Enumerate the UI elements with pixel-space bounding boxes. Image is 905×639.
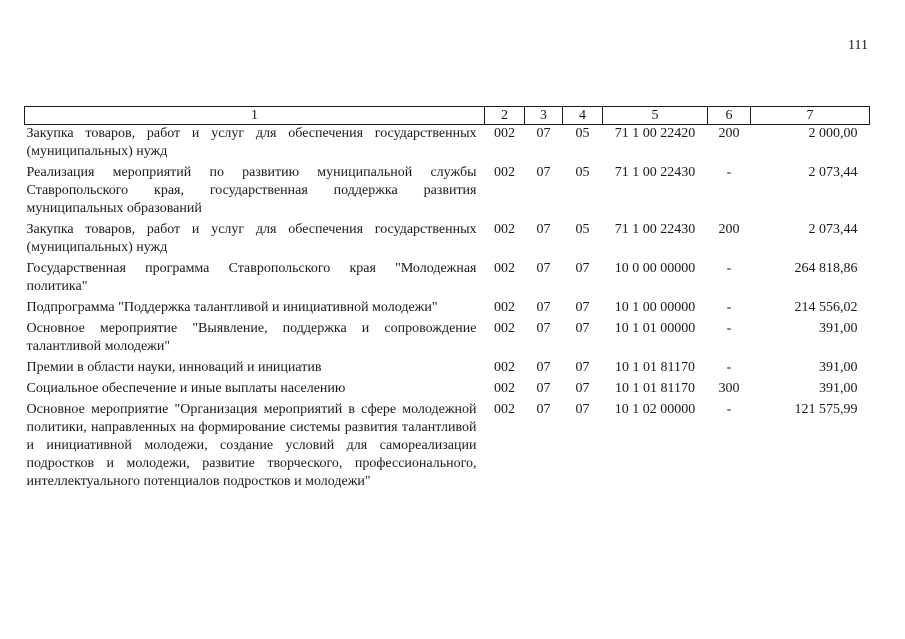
- row-vr: -: [726, 300, 732, 315]
- table-row: [25, 320, 870, 359]
- row-name: Подпрограмма "Поддержка талантливой и инициативной молодежи": [26, 300, 438, 315]
- row-rz: 07: [536, 321, 551, 336]
- table-row: [25, 299, 870, 320]
- table-row: [25, 380, 870, 401]
- header-col-2: 2: [485, 107, 525, 125]
- row-name: Премии в области науки, инноваций и инициатив: [26, 360, 322, 375]
- row-name: Основное мероприятие "Организация мероприятий в сфере молодежной политики, направленных на формирование системы развития талантливой и инициативной молодежи, создание условий для самореализации подростков и молодежи, развитие творческого, профессионального, интеллектуального потенциалов подростков и молодежи": [26, 402, 477, 489]
- row-sum: 391,00: [819, 360, 858, 375]
- row-rz: 07: [536, 126, 551, 141]
- row-csr: 10 0 00 00000: [614, 261, 696, 276]
- table-row: [25, 221, 870, 260]
- row-ved: 002: [494, 222, 515, 237]
- page-number: 111: [848, 38, 868, 53]
- row-csr: 10 1 00 00000: [614, 300, 696, 315]
- table-row: [25, 260, 870, 299]
- row-vr: 200: [718, 126, 740, 141]
- table-row: [25, 164, 870, 221]
- row-sum: 2 073,44: [808, 222, 858, 237]
- row-vr: -: [726, 402, 732, 417]
- row-csr: 10 1 01 81170: [615, 360, 695, 375]
- header-col-5: 5: [603, 107, 708, 125]
- row-ved: 002: [494, 300, 515, 315]
- row-sum: 121 575,99: [794, 402, 858, 417]
- row-ved: 002: [494, 402, 515, 417]
- table-row: [25, 125, 870, 165]
- row-sum: 391,00: [819, 321, 858, 336]
- row-sum: 2 073,44: [808, 165, 858, 180]
- row-pr: 07: [575, 321, 590, 336]
- row-ved: 002: [494, 261, 515, 276]
- header-col-7: 7: [751, 107, 870, 125]
- row-csr: 10 1 02 00000: [614, 402, 696, 417]
- row-sum: 264 818,86: [794, 261, 858, 276]
- row-vr: 200: [718, 222, 740, 237]
- row-ved: 002: [494, 321, 515, 336]
- row-name: Государственная программа Ставропольского края "Молодежная политика": [26, 261, 477, 294]
- row-sum: 391,00: [819, 381, 858, 396]
- header-col-1: 1: [25, 107, 485, 125]
- row-ved: 002: [494, 165, 515, 180]
- row-pr: 05: [575, 222, 590, 237]
- row-vr: -: [726, 360, 732, 375]
- row-name: Закупка товаров, работ и услуг для обеспечения государственных (муниципальных) нужд: [26, 126, 477, 159]
- row-rz: 07: [536, 360, 551, 375]
- row-vr: -: [726, 261, 732, 276]
- row-csr: 71 1 00 22430: [614, 165, 696, 180]
- row-rz: 07: [536, 402, 551, 417]
- row-csr: 71 1 00 22420: [614, 126, 696, 141]
- row-csr: 10 1 01 81170: [615, 381, 695, 396]
- row-name: Реализация мероприятий по развитию муниципальной службы Ставропольского края, государственная поддержка развития муниципальных образований: [26, 165, 477, 216]
- row-sum: 2 000,00: [808, 126, 858, 141]
- row-pr: 07: [575, 360, 590, 375]
- row-ved: 002: [494, 360, 515, 375]
- budget-table: [24, 106, 870, 494]
- row-pr: 07: [575, 381, 590, 396]
- row-rz: 07: [536, 261, 551, 276]
- row-pr: 05: [575, 126, 590, 141]
- row-vr: -: [726, 321, 732, 336]
- row-name: Закупка товаров, работ и услуг для обеспечения государственных (муниципальных) нужд: [26, 222, 477, 255]
- header-col-3: 3: [525, 107, 563, 125]
- row-pr: 07: [575, 261, 590, 276]
- row-sum: 214 556,02: [794, 300, 858, 315]
- row-rz: 07: [536, 381, 551, 396]
- row-vr: -: [726, 165, 732, 180]
- row-ved: 002: [494, 381, 515, 396]
- table-row: [25, 359, 870, 380]
- row-rz: 07: [536, 165, 551, 180]
- table-header-row: [25, 107, 870, 125]
- row-vr: 300: [718, 381, 740, 396]
- row-pr: 07: [575, 300, 590, 315]
- row-name: Социальное обеспечение и иные выплаты населению: [26, 381, 346, 396]
- header-col-6: 6: [708, 107, 751, 125]
- header-col-4: 4: [563, 107, 603, 125]
- row-ved: 002: [494, 126, 515, 141]
- table-row: [25, 401, 870, 494]
- row-rz: 07: [536, 222, 551, 237]
- row-rz: 07: [536, 300, 551, 315]
- row-pr: 07: [575, 402, 590, 417]
- row-csr: 71 1 00 22430: [614, 222, 696, 237]
- row-csr: 10 1 01 00000: [614, 321, 696, 336]
- row-name: Основное мероприятие "Выявление, поддержка и сопровождение талантливой молодежи": [26, 321, 477, 354]
- row-pr: 05: [575, 165, 590, 180]
